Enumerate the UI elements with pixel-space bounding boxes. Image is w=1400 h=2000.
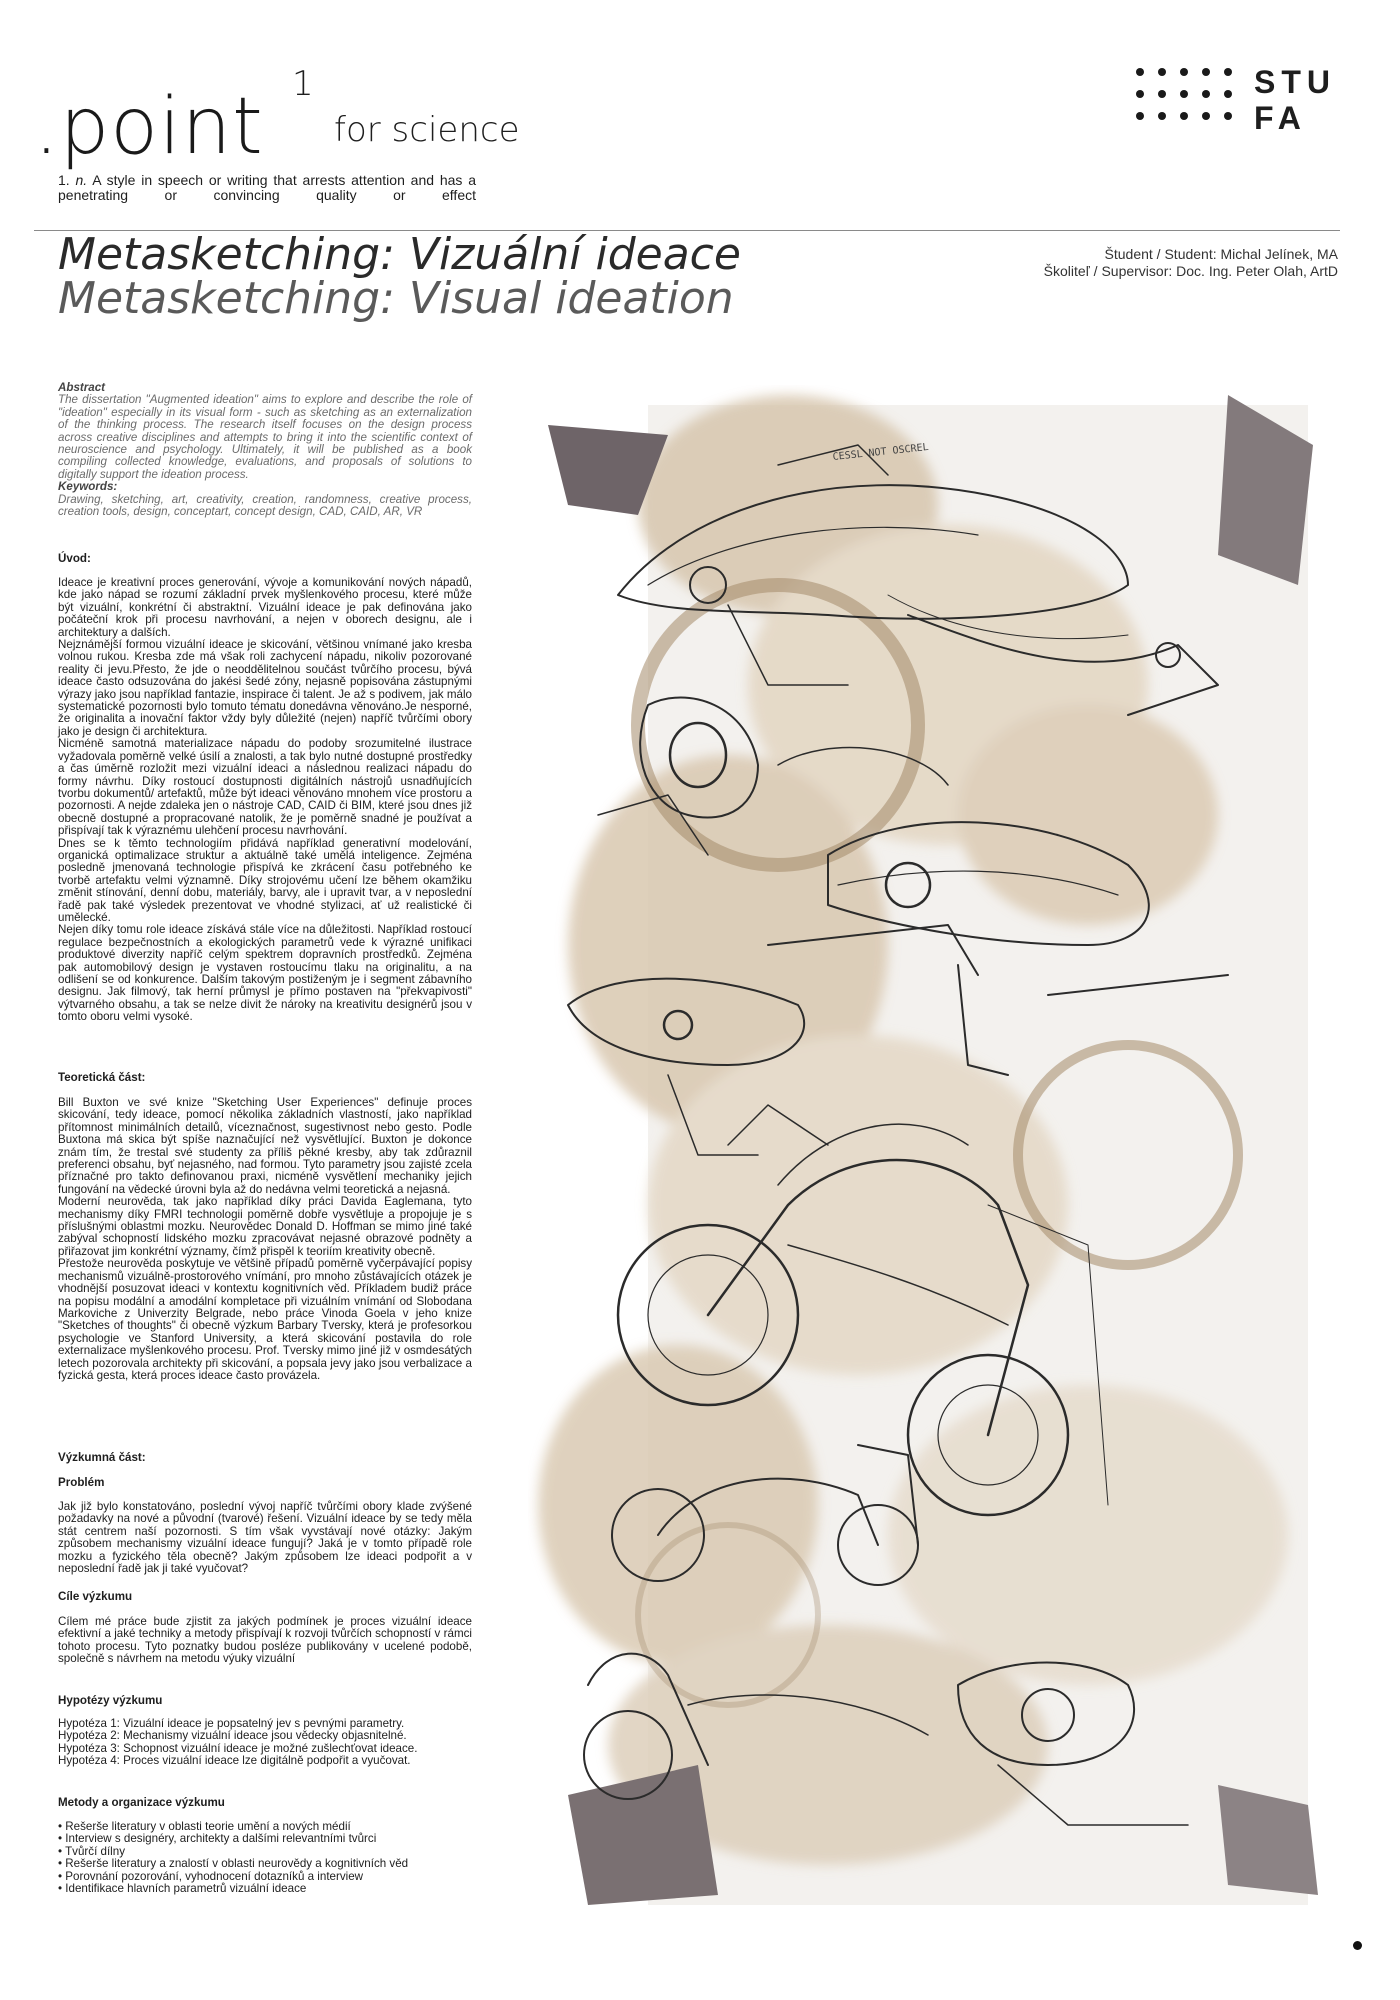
uvod-p5: Nejen díky tomu role ideace získává stále více na důležitosti. Například rostoucí regulace bezpečnostních a ekologických parametrů vede k výrazné unifikaci produktové diverzity napříč celým spektrem dopravních prostředků. Zejména pak automobilový design je vystaven rostoucímu tlaku na originalitu, a na odlišení se od konkurence. Dalším takovým postiženým je i segment zábavního designu. Jak filmový, tak herní průmysl je přímo postaven na "překvapivosti" výtvarného obsahu, a tak se nelze divit že nároky na kreativitu designérů jsou v tomto oboru velmi vysoké. xyxy=(58,923,472,1024)
metoda-item: • Interview s designéry, architekty a dalšími relevantními tvůrci xyxy=(58,1833,472,1845)
definition-text: A style in speech or writing that arrests attention and has a penetrating or convincing quality or effect xyxy=(58,172,476,203)
logo-dots-icon xyxy=(1136,68,1232,138)
metoda-item: • Rešerše literatury v oblasti teorie umění a nových médií xyxy=(58,1821,472,1833)
uvod-p4: Dnes se k těmto technologiím přidává například generativní modelování, organická optimalizace struktur a aktuálně také umělá inteligence. Zejména posledně jmenovaná technologie přispívá ke zkrácení času potřebného ke tvorbě artefaktu velmi významně. Díky strojovému učení lze během okamžiku změnit stínování, denní dobu, materiály, barvy, ale i upravit tvar, a v neposlední řadě pak také výsledek prezentovat ve vhodné stylizaci, ať už realistické či umělecké. xyxy=(58,836,472,924)
problem-paragraph: Jak již bylo konstatováno, poslední vývoj napříč tvůrčími obory klade zvýšené požadavky na nové a původní (tvarové) řešení. Vizuální ideace by se tedy měla stát centrem naší pozornosti. S tím však vyvstávají nové otázky: Jakým způsobem mechanismy vizuální ideace fungují? Jaká je v tomto případě role mozku a fyzického těla obecně? Jakým způsobem lze ideaci podpořit a v neposlední řadě jak ji také vyučovat? xyxy=(58,1500,472,1576)
section-uvod xyxy=(58,577,472,1024)
hypoteza: Hypotéza 2: Mechanismy vizuální ideace jsou vědecky objasnitelné. xyxy=(58,1729,407,1743)
title-czech: Metasketching: Vizuální ideace xyxy=(58,229,741,280)
uvod-p3: Nicméně samotná materializace nápadu do podoby srozumitelné ilustrace vyžadovala poměrně velké úsilí a znalosti, a tak bylo nutné dostupné prostředky a čas úměrně rozložit mezi vizuální ideaci a následnou realizaci nápadu do formy návrhu. Díky rostoucí dostupnosti digitálních nástrojů usnadňujících tvorbu dokumentů/ artefaktů, může být ideaci věnováno mnohem více prostoru a pozornosti. A nejde zdaleka jen o nástroje CAD, CAID či BIM, které jsou dnes již obecně dostupné a propracované natolik, že je poměrně snadné je používat a přispívají tak k výraznému ulehčení procesu navrhování. xyxy=(58,737,472,838)
section-heading-uvod: Úvod: xyxy=(58,552,91,565)
hypoteza: Hypotéza 3: Schopnost vizuální ideace je možné zušlechťovat ideace. xyxy=(58,1741,418,1755)
student-line: Študent / Student: Michal Jelínek, MA xyxy=(1104,246,1338,262)
uvod-p1: Ideace je kreativní proces generování, vývoje a komunikování nových nápadů, kde jako nápad se rozumí základní prvek myšlenkového procesu, které může být vizuální, konkrétní či abstraktní. Vizuální ideace je pak definována jako počáteční krok při procesu navrhování, a nejen v oborech designu, ale i architektury a dalších. xyxy=(58,576,472,639)
definition-pos: n. xyxy=(75,172,88,188)
definition-number: 1. xyxy=(58,172,70,188)
metoda-item: • Identifikace hlavních parametrů vizuální ideace xyxy=(58,1883,472,1895)
sketch-collage xyxy=(528,385,1348,1915)
keywords-text: Drawing, sketching, art, creativity, creation, randomness, creative process, creation tools, design, conceptart, concept design, CAD, CAID, AR, VR xyxy=(58,492,472,519)
heading-cile: Cíle výzkumu xyxy=(58,1590,133,1603)
section-heading-vyzkum: Výzkumná část: xyxy=(58,1451,146,1464)
cile-text xyxy=(58,1616,472,1666)
abstract-text: The dissertation "Augmented ideation" aims to explore and describe the role of "ideation" especially in its visual form - such as sketching as an externalization of the thinking process. The research itself focuses on the design process across creative disciplines and attempts to bring it into the scientific context of neuroscience and psychology. Ultimately, it will be published as a book compiling collected knowledge, evaluations, and proposals of solutions to digitally support the ideation process. xyxy=(58,393,472,481)
sketch-note: CESSL NOT OSCREL xyxy=(832,441,930,463)
hypoteza: Hypotéza 1: Vizuální ideace je popsatelný jev s pevnými parametry. xyxy=(58,1717,405,1730)
heading-problem: Problém xyxy=(58,1476,105,1489)
logo-line-1: STU xyxy=(1254,64,1336,100)
stu-fa-logo xyxy=(1136,64,1346,144)
keywords-heading: Keywords: xyxy=(58,480,118,494)
hypotezy-list xyxy=(58,1718,472,1768)
metoda-item: • Rešerše literatury a znalostí v oblasti neurovědy a kognitivních věd xyxy=(58,1858,472,1870)
brand-tagline: for science xyxy=(334,110,520,150)
hypoteza: Hypotéza 4: Proces vizuální ideace lze digitálně podpořit a vyučovat. xyxy=(58,1754,411,1768)
heading-hypotezy: Hypotézy výzkumu xyxy=(58,1694,163,1707)
page-marker-dot xyxy=(1353,1941,1362,1950)
heading-metody: Metody a organizace výzkumu xyxy=(58,1796,225,1809)
problem-text xyxy=(58,1501,472,1575)
brand-name: .point xyxy=(34,82,264,172)
section-teorie xyxy=(58,1097,472,1382)
title-english: Metasketching: Visual ideation xyxy=(58,273,734,324)
logo-line-2: FA xyxy=(1254,100,1307,136)
metoda-item: • Tvůrčí dílny xyxy=(58,1846,472,1858)
brand-superscript: 1 xyxy=(292,64,314,104)
abstract xyxy=(58,382,472,518)
authors xyxy=(1044,246,1338,280)
teorie-p1: Bill Buxton ve své knize "Sketching User Experiences" definuje proces skicování, tedy ideace, pomocí několika základních vlastností, jako například přítomnost minimálních detailů, víceznačnost, sugestivnost nebo gesto. Podle Buxtona má skica být spíše naznačující než vysvětlující. Buxton je dokonce znám tím, že trestal své studenty za příliš pěkné kresby, aby tak zdůraznil preferenci obsahu, byť nejasného, nad formou. Tyto parametry jsou zajisté zcela příznačné pro takto definovanou praxi, nicméně vysvětlení mechaniky jejich fungování na vědecké úrovni byla až do nedávna velmi teoretická a nejasná. xyxy=(58,1096,472,1196)
cile-paragraph: Cílem mé práce bude zjistit za jakých podmínek je proces vizuální ideace efektivní a jaké techniky a metody přispívají k rozvoji tvůrčích schopností v rámci tohoto procesu. Tyto poznatky budou posléze publikovány v ucelené podobě, společně s návrhem na metodu výuky vizuální xyxy=(58,1615,472,1666)
metoda-item: • Porovnání pozorování, vyhodnocení dotazníků a interview xyxy=(58,1871,472,1883)
sketch-collage-svg xyxy=(528,385,1348,1915)
logo-text xyxy=(1254,64,1336,136)
metody-list xyxy=(58,1821,472,1895)
abstract-heading: Abstract xyxy=(58,381,106,394)
definition xyxy=(58,173,476,203)
teorie-p2: Moderní neurověda, tak jako například díky práci Davida Eaglemana, tyto mechanismy díky FMRI technologii poměrně dobře vysvětluje a propojuje je s příslušnými oblastmi mozku. Neurovědec Donald D. Hoffman se mimo jiné také zabýval schopností lidského mozku zpracovávat nejasné obrazové podněty a přiřazovat jim konkrétní významy, čímž přispěl k teoriím kreativity obecně. xyxy=(58,1195,472,1258)
supervisor-line: Školiteľ / Supervisor: Doc. Ing. Peter Olah, ArtD xyxy=(1043,263,1338,279)
uvod-p2: Nejznámější formou vizuální ideace je skicování, většinou vnímané jako kresba volnou rukou. Kresba zde má však roli zachycení nápadu, nikoliv pozorované reality či jevu.Přesto, že jde o neoddělitelnou součást tvůrčího procesu, bývá ideace často odsuzována do jakési šedé zóny, nejasně popisována zástupnými výrazy jako jsou například fantazie, inspirace či talent. Je až s podivem, jak málo systematické pozornosti bylo tomuto tématu donedávna věnováno.Je nesporné, že originalita a inovační faktor vždy byly důležité (nejen) napříč tvůrčími obory jako je design či architektura. xyxy=(58,638,472,738)
section-heading-teorie: Teoretická část: xyxy=(58,1071,146,1084)
teorie-p3: Přestože neurověda poskytuje ve většině případů poměrně vyčerpávající popisy mechanismů vizuálně-prostorového vnímání, pro mnoho zůstávajících otázek je vhodnější posuzovat ideaci v kontextu kognitivních věd. Příkladem budiž práce na popisu modální a amodální kompletace při vizuálním vnímání od Slobodana Markoviche z Univerzity Belgrade, nebo práce Vinoda Goela v jeho knize "Sketches of thoughts" či obecně výzkum Barbary Tversky, která je profesorkou psychologie ve Stanford University, a která skicování postavila do role externalizace myšlenkového procesu. Prof. Tversky mimo jiné již v osmdesátých letech pozorovala architekty při skicování, a popsala jevy jako jsou verbalizace a fyzická gesta, která proces ideace často provázela. xyxy=(58,1257,472,1382)
